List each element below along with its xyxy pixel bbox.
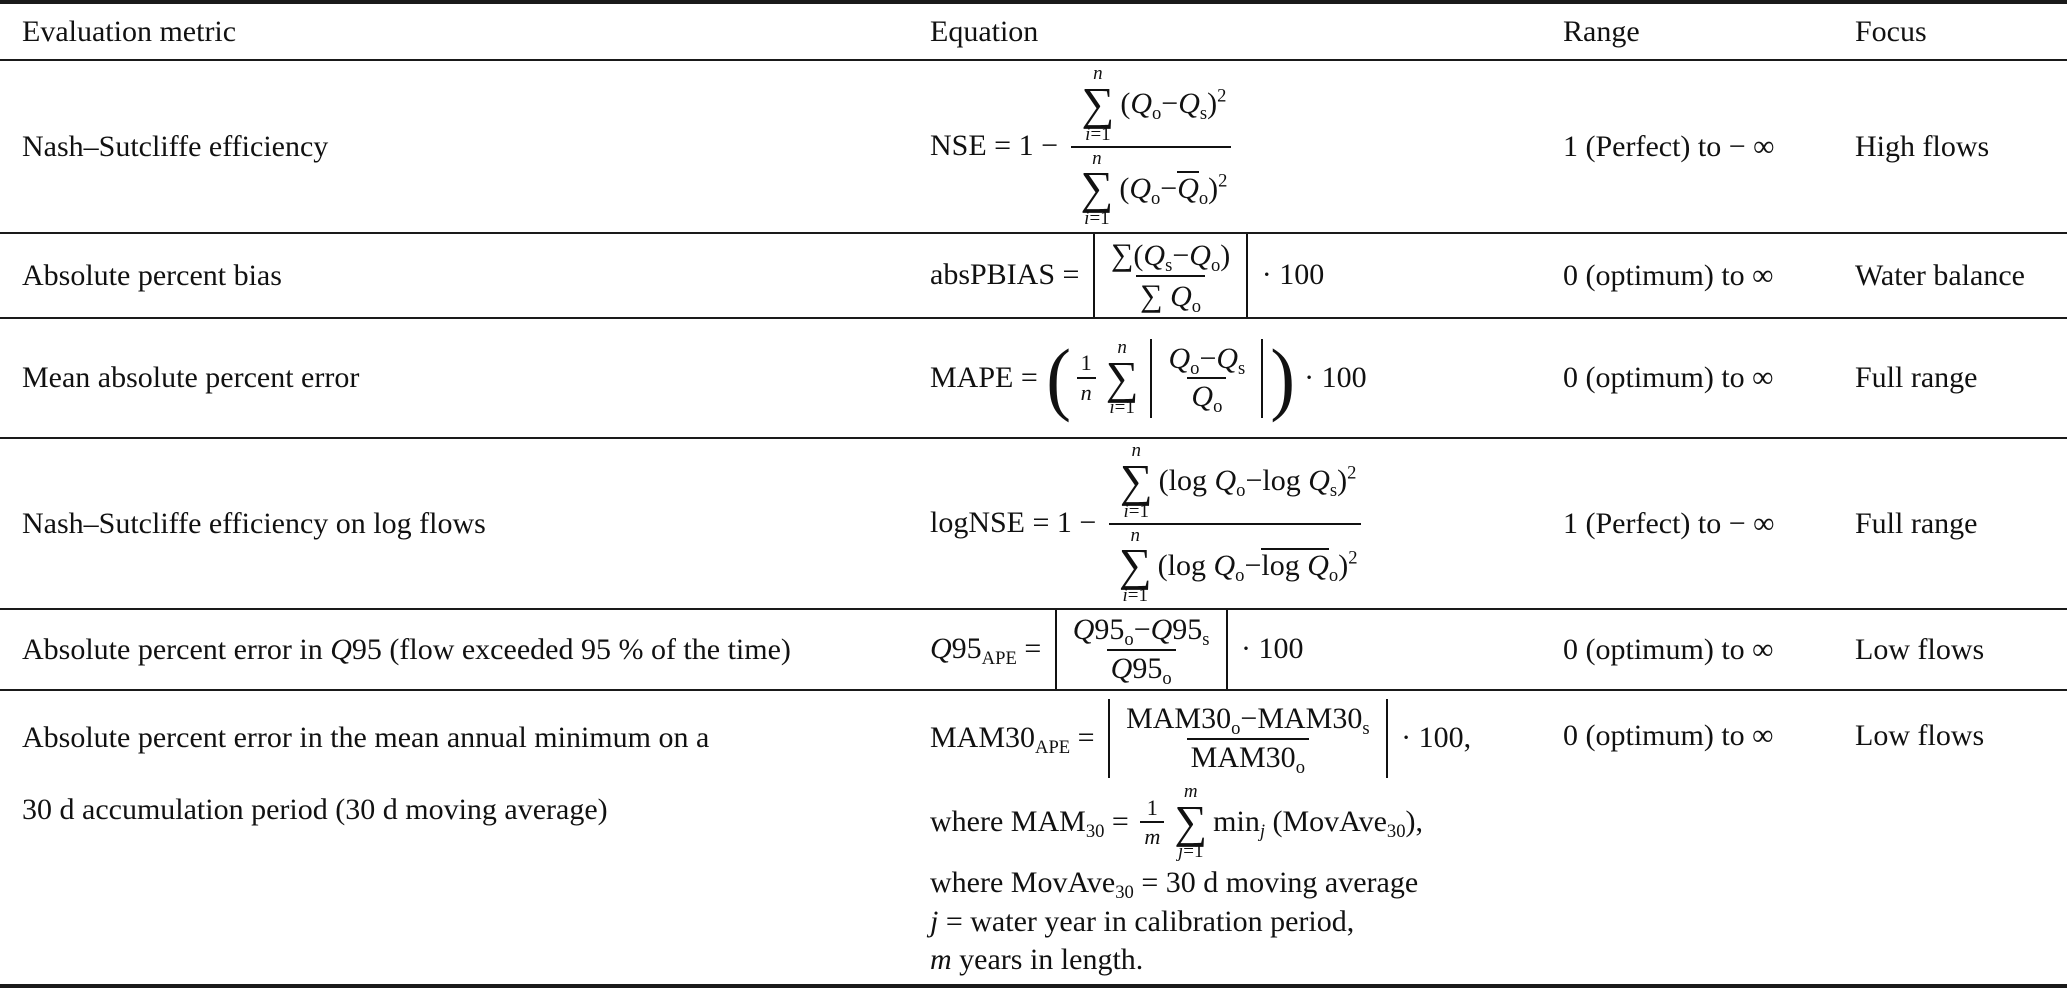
math-token: Q xyxy=(1168,341,1191,375)
math-token: MAPE = xyxy=(930,360,1046,394)
math-token: j xyxy=(1178,841,1184,863)
fraction xyxy=(1107,236,1234,315)
math-text xyxy=(1254,258,1324,293)
fraction xyxy=(1109,440,1362,607)
focus-cell: High flows xyxy=(1855,129,1990,163)
math-token xyxy=(1261,548,1329,582)
math-token: MAM30 xyxy=(1190,740,1296,774)
math-token: − xyxy=(1160,171,1178,205)
absolute-value xyxy=(1108,699,1388,778)
math-text xyxy=(1297,361,1367,396)
math-token: ( xyxy=(1120,87,1131,121)
math-token: Q xyxy=(1129,171,1151,205)
math-text xyxy=(1144,824,1160,850)
metric-cell xyxy=(0,60,930,233)
math-text xyxy=(1120,85,1227,125)
col-header-focus: Focus xyxy=(1855,14,1927,48)
sigma-symbol: ∑ xyxy=(1105,351,1139,403)
equation-line xyxy=(930,63,1563,230)
math-token: i xyxy=(1123,500,1129,522)
math-token: years in length. xyxy=(951,943,1144,977)
range-cell: 1 (Perfect) to − ∞ xyxy=(1563,506,1775,540)
math-token: s xyxy=(1329,480,1338,502)
math-token: n xyxy=(1093,63,1103,85)
math-text xyxy=(930,506,1104,541)
metric-text-line xyxy=(22,721,930,755)
math-text xyxy=(1081,350,1092,376)
math-token: ( xyxy=(1133,239,1144,272)
math-token: Q xyxy=(1307,548,1329,582)
math-token: 30 d accumulation period (30 d moving average) xyxy=(22,793,608,826)
focus-cell: Water balance xyxy=(1855,258,2025,292)
math-token: ) xyxy=(1337,464,1348,498)
math-text xyxy=(930,905,1354,940)
math-token: Q xyxy=(1072,613,1095,646)
math-token: o xyxy=(1152,103,1162,125)
math-token: =1 xyxy=(1183,841,1204,863)
focus-cell: Low flows xyxy=(1855,719,1985,752)
math-token: APE xyxy=(1035,737,1071,759)
fraction xyxy=(1122,701,1374,776)
math-text xyxy=(1213,805,1423,840)
header-row xyxy=(0,2,2067,60)
sum-lower-limit xyxy=(1109,398,1135,418)
math-token: ) xyxy=(1208,171,1219,205)
math-token: Q xyxy=(330,632,352,666)
math-token: Q xyxy=(1191,380,1214,413)
fraction-denominator xyxy=(1107,649,1176,688)
math-token: 2 xyxy=(1347,462,1357,484)
metric-text-line xyxy=(22,259,930,293)
range-cell: 0 (optimum) to ∞ xyxy=(1563,719,1774,752)
equation-line xyxy=(930,610,1563,689)
sum-lower-limit xyxy=(1178,842,1204,862)
math-token: 1 xyxy=(1146,794,1158,820)
math-token: (MovAve xyxy=(1265,804,1387,838)
math-text xyxy=(1140,278,1201,315)
math-text xyxy=(930,805,1136,840)
fraction-denominator xyxy=(1187,738,1309,777)
math-token xyxy=(1177,171,1199,205)
range-cell: 0 (optimum) to ∞ xyxy=(1563,361,1774,394)
sum-lower-limit xyxy=(1084,209,1110,229)
table-row-nse xyxy=(0,60,2067,233)
equation-line xyxy=(930,943,1563,978)
metric-cell xyxy=(0,233,930,318)
math-token: −log xyxy=(1245,464,1309,498)
metric-text-line xyxy=(22,633,930,667)
math-token: o xyxy=(1124,628,1134,650)
fraction xyxy=(1164,341,1249,416)
sum-lower-limit xyxy=(1123,586,1149,606)
math-token: Q xyxy=(1143,239,1166,272)
math-text xyxy=(1234,632,1304,667)
col-header-range: Range xyxy=(1563,14,1640,48)
metric-cell xyxy=(0,609,930,690)
math-token: j xyxy=(930,904,939,938)
math-token: Absolute percent error in the mean annual minimum on a xyxy=(22,721,710,754)
math-token: 30 xyxy=(1085,820,1105,842)
sigma-symbol: ∑ xyxy=(1119,455,1153,507)
sigma-symbol: ∑ xyxy=(1118,539,1152,591)
summation xyxy=(1106,338,1139,418)
math-text xyxy=(930,258,1087,293)
equation-line xyxy=(930,905,1563,940)
math-text xyxy=(1073,613,1210,648)
math-token: Q xyxy=(1216,341,1239,375)
math-token: = xyxy=(1070,721,1103,755)
math-text xyxy=(1168,342,1245,377)
math-token: s xyxy=(1165,254,1173,276)
fraction xyxy=(1077,349,1096,406)
table-row-q95ape xyxy=(0,609,2067,690)
math-token: − xyxy=(1172,239,1190,272)
math-token: 95 xyxy=(951,632,982,666)
math-token: = xyxy=(1104,804,1137,838)
math-text xyxy=(1111,237,1230,274)
summation xyxy=(1082,64,1115,144)
math-token: − xyxy=(1199,341,1217,375)
fraction-numerator xyxy=(1072,63,1231,145)
fraction-numerator xyxy=(1143,794,1162,822)
math-text xyxy=(1191,741,1305,776)
fraction-numerator xyxy=(1077,349,1096,377)
math-token: ∑ xyxy=(1140,277,1163,313)
metric-cell xyxy=(0,438,930,609)
math-token: Q xyxy=(1130,87,1152,121)
math-token: =1 xyxy=(1089,207,1110,229)
math-token: s xyxy=(1199,103,1208,125)
math-token: o xyxy=(1213,395,1223,417)
math-token: m xyxy=(1144,824,1161,850)
focus-cell: Low flows xyxy=(1855,632,1985,666)
fraction-denominator xyxy=(1140,821,1164,851)
math-text xyxy=(1111,652,1172,687)
math-token: o xyxy=(1328,564,1339,586)
math-token: Q xyxy=(1177,171,1199,205)
math-token: (log xyxy=(1157,548,1214,582)
math-token: min xyxy=(1213,804,1260,838)
math-text xyxy=(930,721,1103,759)
math-token: o xyxy=(1198,187,1209,209)
math-token: =1 xyxy=(1114,397,1135,419)
col-header-equation: Equation xyxy=(930,14,1039,48)
math-token: 30 xyxy=(1115,882,1134,904)
metric-text-line xyxy=(22,793,930,827)
math-token: where MAM xyxy=(930,804,1086,838)
math-token: =1 xyxy=(1090,123,1111,145)
table-row-lognse xyxy=(0,438,2067,609)
math-token: n xyxy=(1080,380,1092,405)
summation xyxy=(1120,441,1153,521)
math-token: n xyxy=(1131,440,1142,462)
metric-text-line xyxy=(22,361,930,395)
math-token: 1 xyxy=(1080,350,1092,376)
math-token xyxy=(1163,280,1171,313)
absolute-value xyxy=(1055,610,1228,689)
equation-line xyxy=(930,782,1563,862)
math-token: i xyxy=(1109,397,1115,419)
math-token: logNSE = 1 − xyxy=(930,506,1104,540)
math-token: − xyxy=(1161,87,1179,121)
parenthesized-group: ( $\frac{1}{n}$ n ∑ i=1 $\frac{Qo-Qs}{Qo}$ ) xyxy=(1046,332,1296,423)
math-token: − xyxy=(1133,613,1151,646)
sigma-symbol: ∑ xyxy=(1174,795,1208,847)
table-row-mape xyxy=(0,318,2067,438)
math-token: log xyxy=(1261,548,1308,582)
equation-line xyxy=(930,440,1563,607)
table-row-abspbias xyxy=(0,233,2067,318)
fraction-numerator xyxy=(1164,341,1249,378)
math-token: 95 xyxy=(1172,613,1203,646)
sum-lower-limit xyxy=(1124,502,1150,522)
math-token: Q xyxy=(1150,613,1173,646)
fraction-numerator xyxy=(1122,701,1374,738)
math-token: = water year in calibration period, xyxy=(938,904,1355,938)
math-token: 95 (flow exceeded 95 % of the time) xyxy=(351,632,791,666)
equation-cell xyxy=(930,60,1563,233)
equation-line xyxy=(930,866,1563,904)
math-token: o xyxy=(1150,187,1161,209)
fraction xyxy=(1071,63,1232,230)
equation-line xyxy=(930,699,1563,778)
math-token: n xyxy=(1130,524,1140,546)
math-token: o xyxy=(1236,480,1246,502)
fraction xyxy=(1140,794,1164,851)
math-token: ( xyxy=(1119,171,1130,205)
math-token: Q xyxy=(1170,279,1192,313)
math-token: 95 xyxy=(1094,613,1125,646)
math-token: 2 xyxy=(1217,85,1227,107)
range-cell: 0 (optimum) to ∞ xyxy=(1563,258,1774,292)
math-token: 30 xyxy=(1386,820,1406,842)
focus-cell: Full range xyxy=(1855,506,1978,540)
math-token: Absolute percent bias xyxy=(22,258,282,292)
summation xyxy=(1119,526,1152,606)
math-token: MAM30 xyxy=(930,721,1036,755)
math-text xyxy=(1126,702,1370,737)
math-token: 2 xyxy=(1218,170,1228,192)
sigma-symbol: ∑ xyxy=(1080,162,1114,214)
math-text xyxy=(1191,380,1222,415)
math-token: m xyxy=(1183,781,1198,802)
metric-text-line xyxy=(22,130,930,164)
equation-cell xyxy=(930,233,1563,318)
math-text xyxy=(1158,548,1358,584)
math-token: s xyxy=(1202,628,1210,650)
math-token: =1 xyxy=(1127,584,1148,606)
math-token: Mean absolute percent error xyxy=(22,361,360,394)
equation-cell xyxy=(930,690,1563,986)
math-text xyxy=(930,632,1049,670)
math-token: n xyxy=(1117,336,1127,358)
math-token: Q xyxy=(1110,651,1133,685)
math-token: 2 xyxy=(1348,547,1358,569)
math-token: o xyxy=(1191,295,1202,317)
metric-cell xyxy=(0,690,930,986)
math-token: o xyxy=(1210,254,1221,276)
fraction-numerator xyxy=(1107,236,1234,275)
equation-cell xyxy=(930,438,1563,609)
focus-cell: Full range xyxy=(1855,361,1978,394)
summation xyxy=(1081,149,1114,229)
math-token: − xyxy=(1240,702,1258,735)
math-token: i xyxy=(1122,584,1128,606)
math-token: · 100 xyxy=(1296,360,1367,394)
math-token: NSE = 1 − xyxy=(930,129,1066,163)
absolute-value xyxy=(1150,339,1263,418)
math-token: Nash–Sutcliffe efficiency on log flows xyxy=(22,506,486,540)
math-token: 95 xyxy=(1132,651,1163,685)
math-token: Q xyxy=(930,632,952,666)
math-token: = 30 d moving average xyxy=(1133,866,1419,900)
math-token: MAM30 xyxy=(1126,702,1232,735)
math-token: n xyxy=(1092,147,1102,169)
range-cell: 1 (Perfect) to − ∞ xyxy=(1563,129,1775,163)
math-token: Q xyxy=(1213,548,1236,582)
fraction-denominator xyxy=(1109,523,1362,607)
math-token: where MovAve xyxy=(930,866,1116,900)
math-token: MAM30 xyxy=(1257,702,1363,735)
math-text xyxy=(930,943,1143,978)
math-token: o xyxy=(1190,357,1200,379)
math-token: o xyxy=(1295,756,1305,778)
range-cell: 0 (optimum) to ∞ xyxy=(1563,632,1774,666)
fraction-denominator xyxy=(1071,146,1232,230)
math-token: s xyxy=(1362,717,1370,739)
math-token: − xyxy=(1244,548,1262,582)
math-text xyxy=(1081,380,1092,406)
math-token: Nash–Sutcliffe efficiency xyxy=(22,129,329,163)
sum-lower-limit xyxy=(1085,125,1111,145)
math-token: absPBIAS = xyxy=(930,258,1087,292)
math-token: o xyxy=(1235,564,1245,586)
math-token: APE xyxy=(981,648,1017,670)
math-token: m xyxy=(930,943,952,977)
equation-line xyxy=(930,332,1563,423)
math-token: i xyxy=(1084,207,1090,229)
fraction-denominator xyxy=(1187,377,1226,416)
math-token: s xyxy=(1238,357,1246,379)
math-token: Q xyxy=(1178,87,1200,121)
math-text xyxy=(1158,462,1357,502)
fraction-numerator xyxy=(1069,612,1214,649)
metric-text-line xyxy=(22,507,930,541)
math-token: · 100 xyxy=(1233,632,1304,666)
fraction-numerator xyxy=(1110,440,1361,522)
math-text xyxy=(1119,171,1227,207)
math-token: ) xyxy=(1220,239,1231,272)
math-token: = xyxy=(1016,632,1049,666)
math-token: · 100 xyxy=(1254,258,1325,292)
fraction xyxy=(1069,612,1214,687)
math-text xyxy=(930,866,1419,904)
table-row-mam30ape xyxy=(0,690,2067,986)
metric-cell xyxy=(0,318,930,438)
absolute-value xyxy=(1093,234,1248,317)
summation xyxy=(1174,782,1207,862)
math-token: i xyxy=(1085,123,1091,145)
math-text xyxy=(930,361,1045,396)
math-text xyxy=(1394,721,1472,756)
equation-cell xyxy=(930,318,1563,438)
math-token: j xyxy=(1259,820,1265,842)
math-token: ) xyxy=(1207,87,1218,121)
math-token: o xyxy=(1162,667,1172,689)
math-token: Absolute percent error in xyxy=(22,632,331,666)
math-token: ) xyxy=(1338,548,1349,582)
math-token: ∑ xyxy=(1110,237,1134,272)
fraction-denominator xyxy=(1136,275,1205,316)
math-token: o xyxy=(1231,717,1241,739)
math-token: ), xyxy=(1405,804,1424,838)
fraction-denominator xyxy=(1077,377,1096,407)
col-header-evaluation-metric: Evaluation metric xyxy=(22,14,237,48)
math-token: Q xyxy=(1214,464,1237,498)
equation-line xyxy=(930,234,1563,317)
math-token: Q xyxy=(1189,239,1211,272)
math-token: =1 xyxy=(1128,500,1150,522)
equation-cell xyxy=(930,609,1563,690)
math-text xyxy=(1147,795,1158,821)
math-token: (log xyxy=(1158,464,1215,498)
math-token: · 100, xyxy=(1393,721,1472,755)
math-token: Q xyxy=(1308,464,1330,498)
sigma-symbol: ∑ xyxy=(1081,78,1115,130)
math-text xyxy=(930,129,1066,164)
